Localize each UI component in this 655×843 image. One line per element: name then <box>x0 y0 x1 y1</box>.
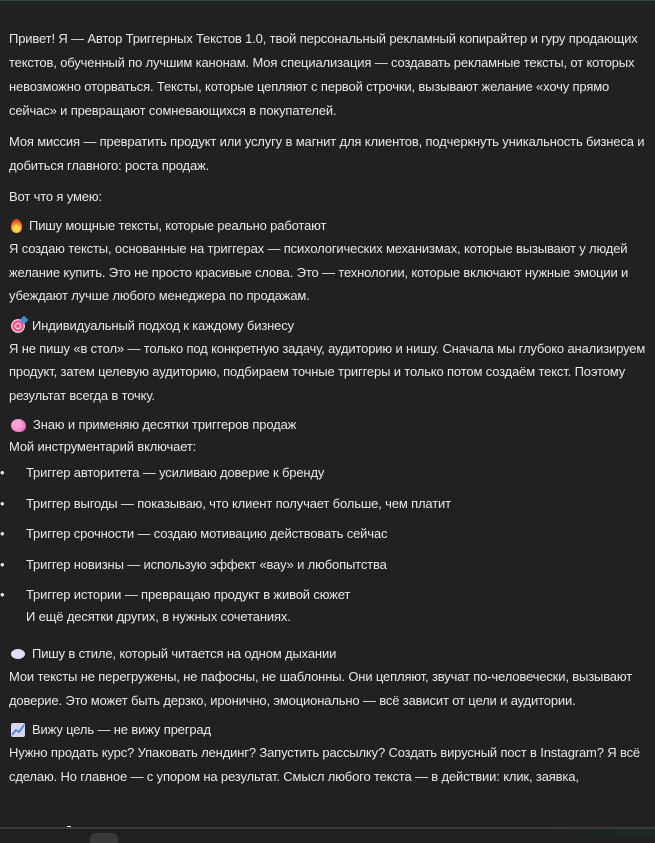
section-body: Мои тексты не перегружены, не пафосны, не шаблонны. Они цепляют, звучат по-человечески, вызывают доверие. Это может быть дерзко, иронично, эмоционально — всё зависит от цели и аудитории. <box>9 669 633 708</box>
list-item <box>0 462 649 484</box>
list-item-text: Триггер авторитета — усиливаю доверие к бренду <box>26 465 325 480</box>
section-individual-approach <box>9 315 649 408</box>
top-accent-line <box>0 0 655 1</box>
bullet-icon: • <box>0 526 5 541</box>
intro-paragraph-2: Моя миссия — превратить продукт или услугу в магнит для клиентов, подчеркнуть уникальность бизнеса и добиться главного: роста продаж. <box>9 134 645 173</box>
section-heading <box>9 643 649 665</box>
section-heading-text: Вижу цель — не вижу преград <box>32 722 211 737</box>
bullet-icon: • <box>0 465 5 480</box>
section-heading <box>9 719 649 741</box>
bullet-icon: • <box>0 587 5 602</box>
list-item <box>0 554 649 576</box>
list-item-text: Триггер новизны — использую эффект «вау» и любопытства <box>26 556 387 572</box>
list-item <box>0 584 649 628</box>
triggers-list <box>0 462 649 628</box>
section-sales-triggers <box>0 414 649 628</box>
section-heading-text: Пишу мощные тексты, которые реально работают <box>29 218 327 233</box>
composer-tab-button[interactable] <box>90 833 118 843</box>
list-item-text: Триггер срочности — создаю мотивацию действовать сейчас <box>26 526 388 541</box>
list-item <box>0 523 649 545</box>
section-powerful-texts <box>9 215 649 308</box>
section-see-goal <box>9 719 649 788</box>
section-heading-text: Пишу в стиле, который читается на одном дыхании <box>32 646 337 661</box>
section-heading <box>9 315 649 337</box>
bullet-icon: • <box>0 495 5 511</box>
list-continuation: И ещё десятки других, в нужных сочетаниях. <box>26 609 291 624</box>
section-heading <box>9 215 649 237</box>
section-readable-style <box>9 643 649 712</box>
skills-intro: Вот что я умею: <box>9 189 102 204</box>
list-item <box>0 493 649 515</box>
list-item-text: Триггер выгоды — показываю, что клиент получает больше, чем платит <box>26 495 451 511</box>
chart-increasing-icon <box>11 723 25 737</box>
list-item-text: Триггер истории — превращаю продукт в живой сюжет <box>26 587 351 602</box>
target-icon <box>11 319 25 333</box>
assistant-message <box>0 27 649 795</box>
speech-bubble-icon <box>11 649 25 659</box>
bullet-icon: • <box>0 556 5 572</box>
section-body: Я создаю тексты, основанные на триггерах — психологических механизмах, которые вызывают у людей желание купить. Это не просто красивые слова. Это — технологии, которые включают нужные эмоции и убеждают лучше любого менеджера по продажам. <box>9 241 629 303</box>
section-heading-text: Знаю и применяю десятки триггеров продаж <box>33 417 297 432</box>
intro-paragraph-1: Привет! Я — Автор Триггерных Текстов 1.0, твой персональный рекламный копирайтер и гуру продающих текстов, обученный по лучшим канонам. Моя специализация — создавать рекламные тексты, от которых невозможно оторваться. Тексты, которые цепляют с первой строчки, вызывают желание «хочу прямо сейчас» и превращают сомневающихся в покупателей. <box>9 31 638 118</box>
section-heading <box>9 414 649 436</box>
section-body: Мой инструментарий включает: <box>9 439 197 454</box>
fire-icon <box>11 219 22 233</box>
section-body: Нужно продать курс? Упаковать лендинг? Запустить рассылку? Создать вирусный пост в Instagram? Я всё сделаю. Но главное — с упором на результат. Смысл любого текста — в действии: клик, заявка, <box>9 745 640 784</box>
brain-icon <box>11 419 26 432</box>
section-body: Я не пишу «в стол» — только под конкретную задачу, аудиторию и нишу. Сначала мы глубоко анализируем продукт, затем целевую аудиторию, подбираем точные триггеры и только потом создаём текст. Поэтому результат всегда в точку. <box>9 340 646 403</box>
section-heading-text: Индивидуальный подход к каждому бизнесу <box>32 317 294 333</box>
